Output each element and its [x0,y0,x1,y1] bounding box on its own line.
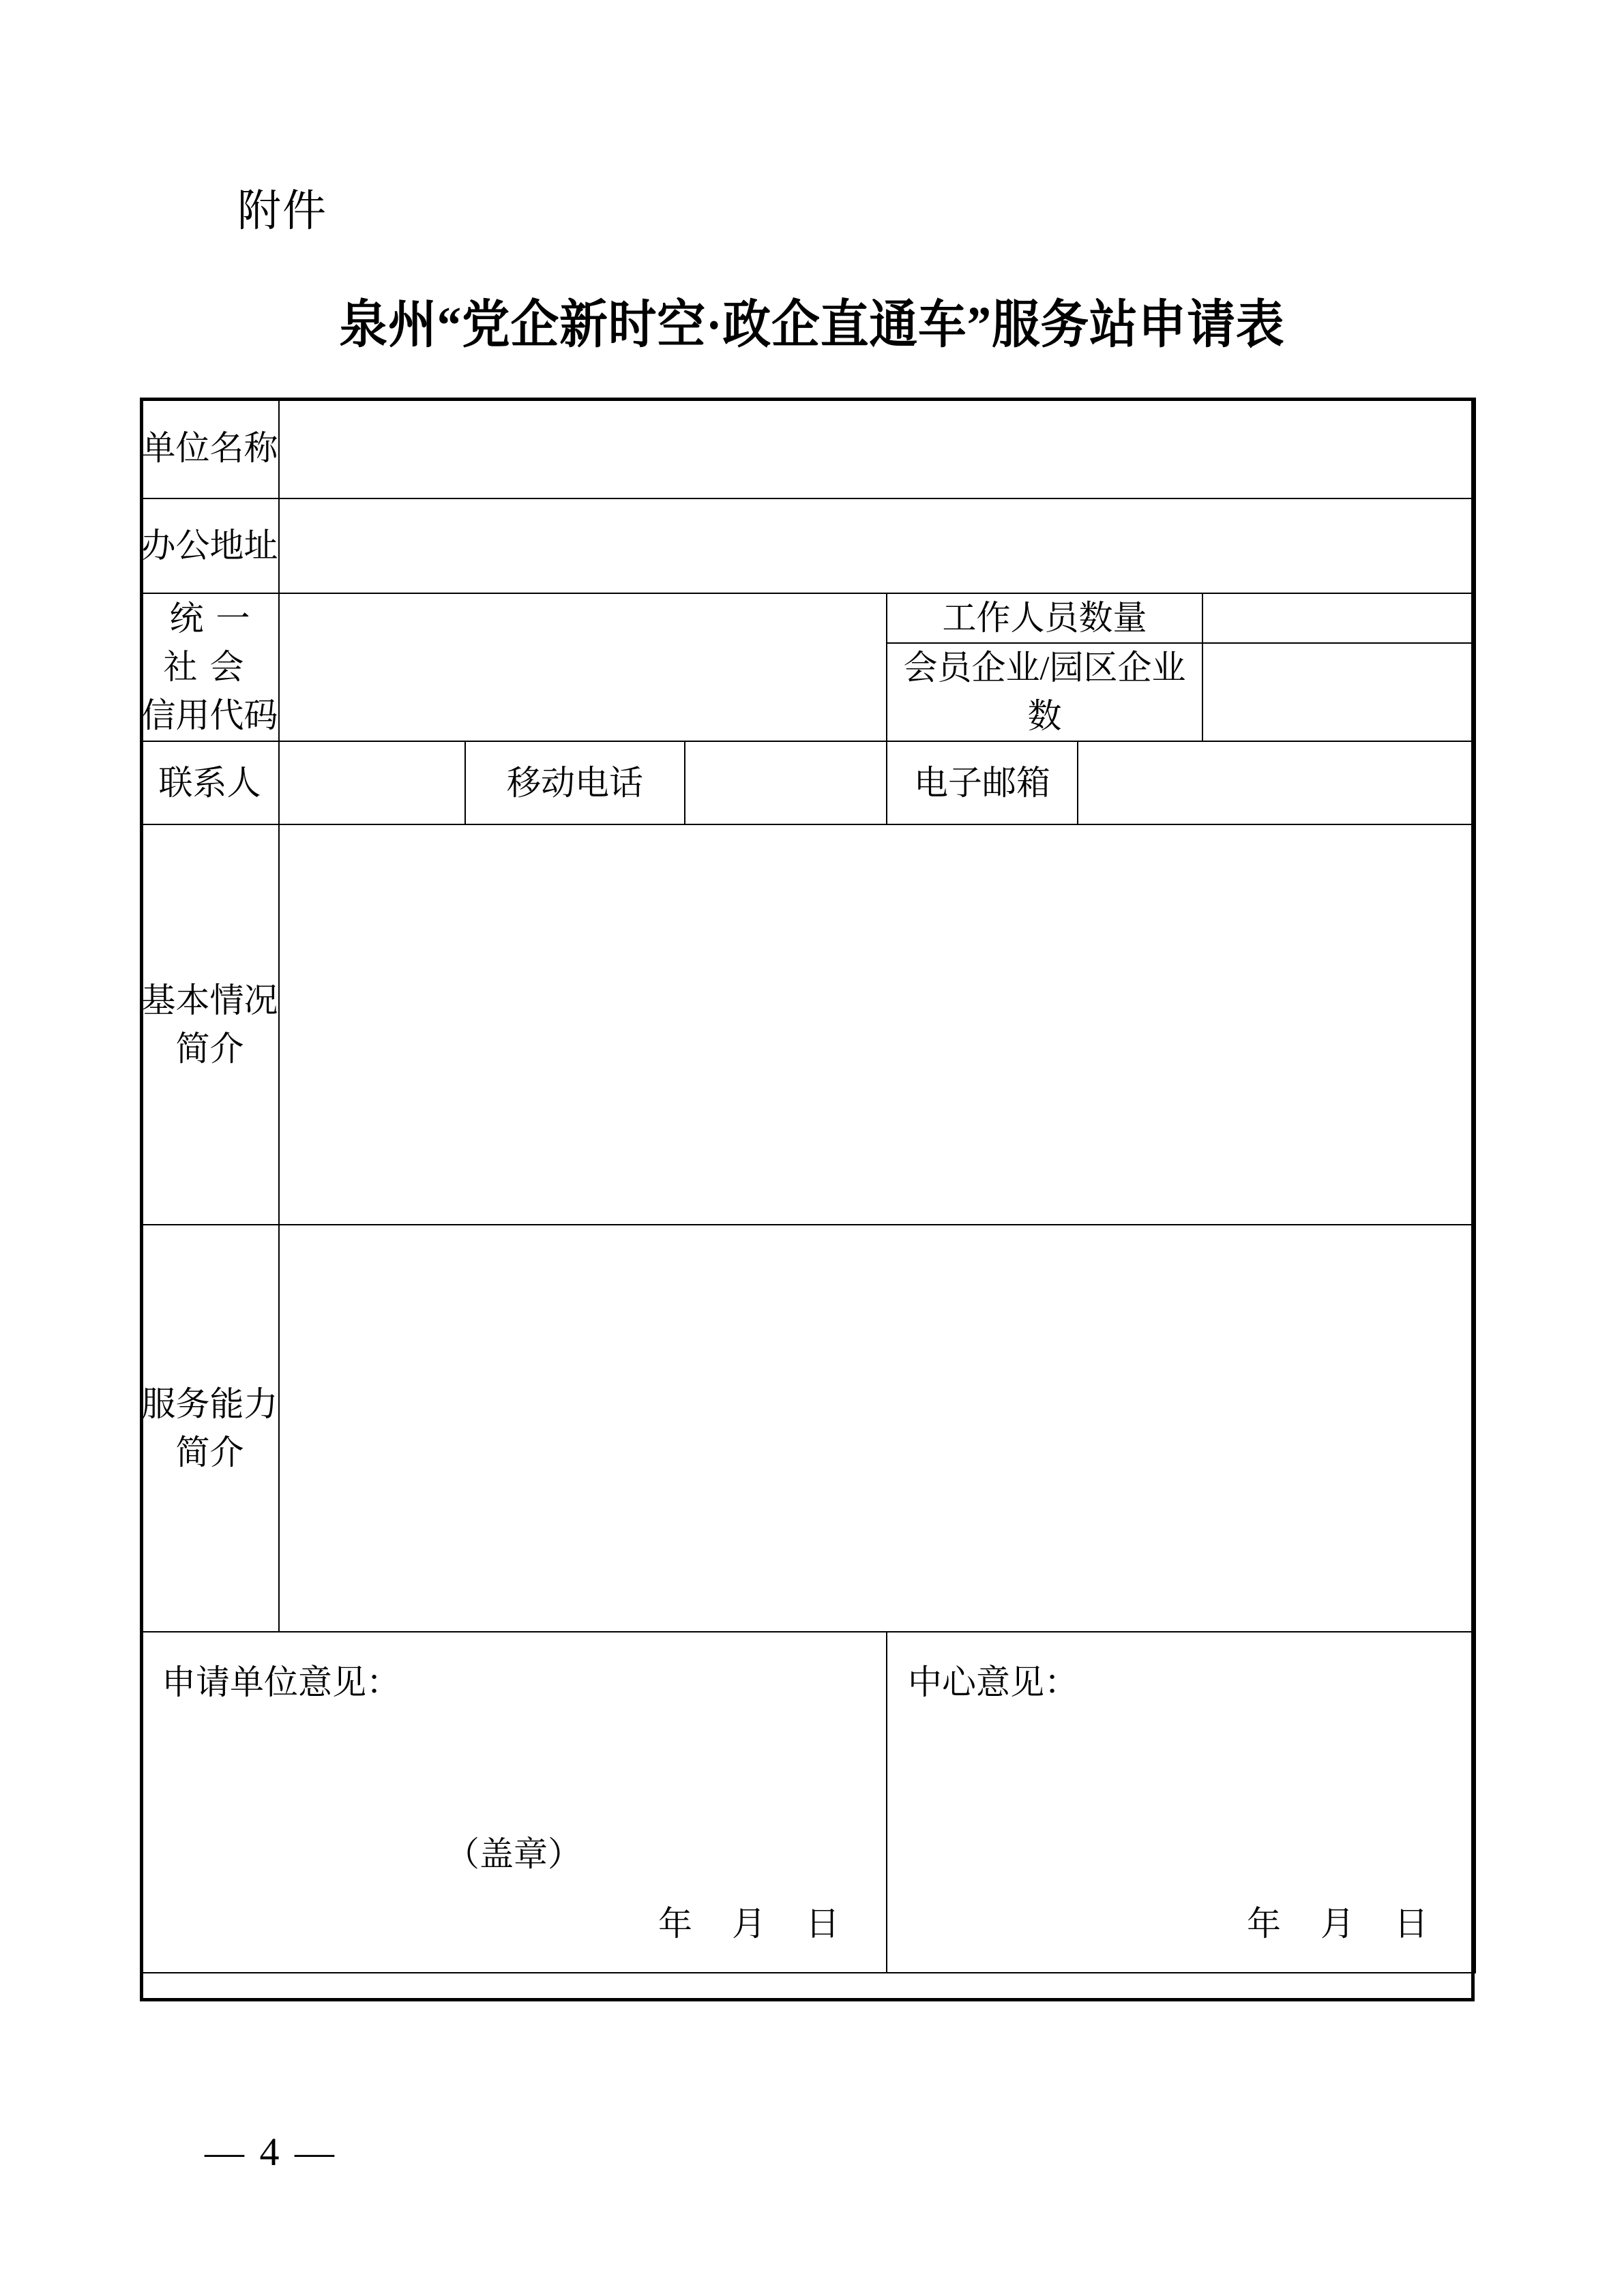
field-office-address[interactable] [279,498,1475,593]
table-row-credit-code [141,593,1475,643]
label-service-intro-line1: 服务能力 [141,1384,278,1423]
center-date-day: 日 [1394,1905,1429,1943]
table-row-office-address [141,498,1475,593]
attachment-label: 附件 [237,187,327,235]
table-row-basic-intro [141,824,1475,1225]
application-form-table [140,398,1476,1973]
field-member-enterprises[interactable] [1202,643,1475,741]
label-basic-intro [141,824,279,1225]
applicant-seal-hint: （盖章） [445,1835,582,1873]
table-row-contact [141,741,1475,824]
table-row-unit-name [141,398,1475,498]
label-mobile-phone: 移动电话 [465,741,685,824]
label-service-intro-line2: 简介 [175,1433,244,1472]
label-applicant-opinion: 申请单位意见： [162,1663,400,1701]
label-center-opinion: 中心意见： [908,1663,1078,1701]
center-opinion-cell[interactable] [887,1632,1475,1973]
applicant-opinion-cell[interactable] [141,1632,887,1973]
field-basic-intro[interactable] [279,824,1475,1225]
applicant-date-year: 年 [658,1905,692,1943]
label-credit-code-line2: 信用代码 [141,696,278,734]
field-credit-code[interactable] [279,593,887,741]
label-basic-intro-line2: 简介 [175,1029,244,1068]
field-service-intro[interactable] [279,1225,1475,1632]
label-member-enterprises: 会员企业/园区企业数 [887,643,1202,741]
field-unit-name[interactable] [279,398,1475,498]
center-date-month: 月 [1320,1905,1355,1943]
label-basic-intro-line1: 基本情况 [141,981,278,1019]
label-unit-name: 单位名称 [141,398,279,498]
field-mobile-phone[interactable] [685,741,887,824]
label-credit-code-line1: 统一社会 [163,599,263,686]
table-row-service-intro [141,1225,1475,1632]
label-office-address: 办公地址 [141,498,279,593]
applicant-date-month: 月 [732,1905,766,1943]
center-date-line [1247,1900,1428,1948]
field-email[interactable] [1078,741,1475,824]
applicant-date-line [658,1900,840,1948]
label-credit-code [141,593,279,741]
label-staff-count: 工作人员数量 [887,593,1202,643]
label-contact-person: 联系人 [141,741,279,824]
field-contact-person[interactable] [279,741,465,824]
applicant-date-day: 日 [806,1905,840,1943]
field-staff-count[interactable] [1202,593,1475,643]
table-row-opinions [141,1632,1475,1973]
center-date-year: 年 [1247,1905,1282,1943]
page-title: 泉州“党企新时空·政企直通车”服务站申请表 [339,297,1285,354]
label-email: 电子邮箱 [887,741,1078,824]
label-service-intro [141,1225,279,1632]
page-number: — 4 — [205,2130,337,2174]
